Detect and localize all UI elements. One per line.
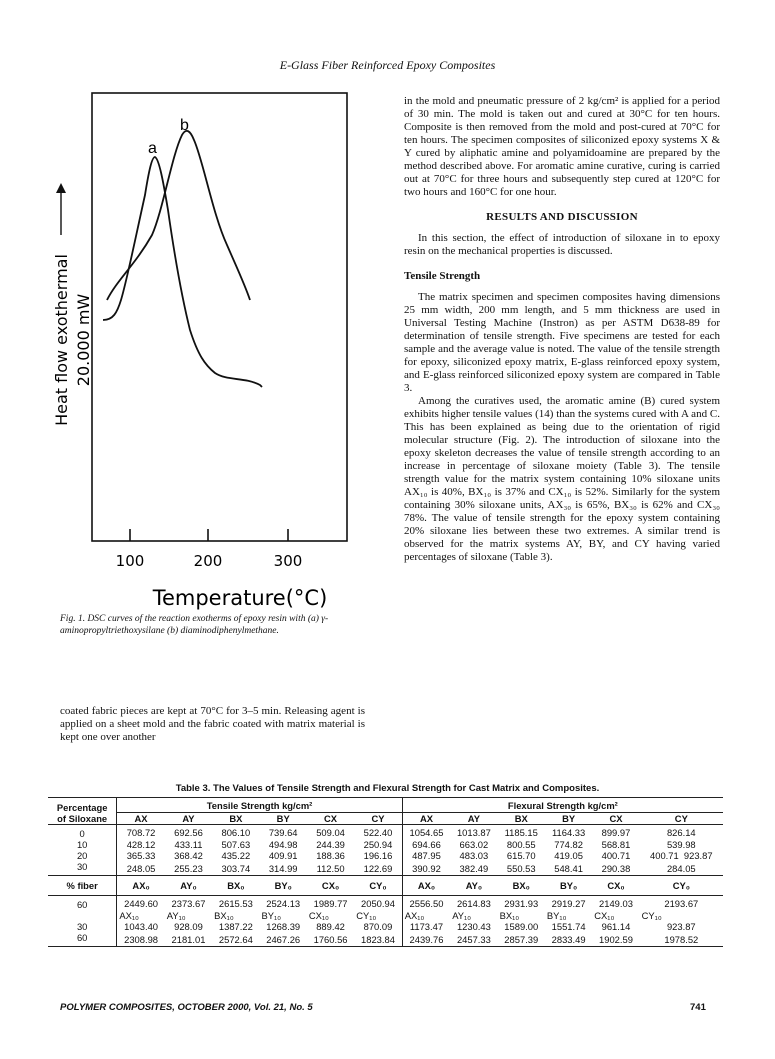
table-row: 10 428.12 433.11 507.63 494.98 244.39 250.94 694.66 663.02 800.55 774.82 568.81 539.98 — [76, 839, 696, 850]
running-header: E-Glass Fiber Reinforced Epoxy Composites — [279, 58, 496, 72]
col-header: AY — [450, 812, 497, 824]
col-header: BX — [212, 812, 259, 824]
table-row: 30 1043.40 928.09 1387.22 1268.39 889.42 870.09 1173.47 1230.43 1589.00 1551.74 961.14 923.87 — [76, 921, 696, 932]
sub-label-row: AX₁₀ AY₁₀ BX₁₀ BY₁₀ CX₁₀ CY₁₀ AX₁₀ AY₁₀ BX₁₀ BY₁₀ CX₁₀ CY₁₀ — [48, 910, 723, 921]
right-column — [404, 95, 720, 564]
table-row: 60 2449.60 2373.67 2615.53 2524.13 1989.77 2050.94 2556.50 2614.83 2931.93 2919.27 2149.03 2193.67 — [76, 897, 699, 910]
paragraph-tensile-results: Among the curatives used, the aromatic amine (B) cured system exhibits higher tensile values (14) than the systems cured with A and C. This has been explained as being due to the orientation of rigid molecular structure (Fig. 2). The introduction of siloxane into the epoxy skeleton decreases the value of tensile strength according to an increase in percentage of siloxane moiety (Table 3). The tensile strength value for the matrix system containing 10% siloxane units AX₁₀ is 40%, BX₁₀ is 37% and CX₁₀ is 52%. Similarly for the system containing 30% siloxane units, AX₃₀ is 65%, BX₃₀ is 62% and CX₃₀ 78%. The value of tensile strength for the epoxy system containing 20% siloxane lies between these two extremes. A similar trend is observed for the matrix systems AY, BY, and CY having varied percentages of siloxane (Table 3). — [404, 395, 720, 563]
col-header: BY — [260, 812, 307, 824]
col-header: CY — [640, 812, 723, 824]
paragraph-intro: In this section, the effect of introduction of siloxane in to epoxy resin on the mechanical properties is discussed. — [404, 232, 720, 257]
x-tick-label-300: 300 — [273, 552, 303, 570]
dsc-figure — [52, 85, 365, 615]
fiber-header-row: % fiber AX₀ AY₀ BX₀ BY₀ CX₀ CY₀ AX₀ AY₀ BX₀ BY₀ CX₀ CY₀ — [48, 876, 723, 896]
col-header: CX — [592, 812, 639, 824]
dsc-plot — [52, 85, 365, 615]
group-header-tensile: Tensile Strength kg/cm² — [117, 798, 402, 813]
curve-b-label: b — [180, 117, 189, 134]
left-column-bottom — [60, 705, 365, 744]
section-heading-results: RESULTS AND DISCUSSION — [486, 211, 638, 223]
table-title: Table 3. The Values of Tensile Strength and Flexural Strength for Cast Matrix and Composites. — [175, 783, 600, 794]
plot-frame — [92, 93, 347, 541]
col-header: AX — [117, 812, 165, 824]
y-axis-label-line2: 20.000 mW — [74, 293, 93, 387]
curve-a-label: a — [148, 140, 157, 157]
table-row: 20 365.33 368.42 435.22 409.91 188.36 196.16 487.95 483.03 615.70 419.05 400.71 400.71 923.87 — [76, 850, 713, 861]
table-row: 0 708.72 692.56 806.10 739.64 509.04 522.40 1054.65 1013.87 1185.15 1164.33 899.97 826.14 — [79, 826, 696, 839]
table-row: 60 2308.98 2181.01 2572.64 2467.26 1760.56 1823.84 2439.76 2457.33 2857.39 2833.49 1902.59 1978.52 — [48, 932, 723, 947]
paragraph-fabric: coated fabric pieces are kept at 70°C for 3–5 min. Releasing agent is applied on a sheet mold and the fabric coated with matrix material is kept one over another — [60, 705, 365, 743]
table-row: 30 248.05 255.23 303.74 314.99 112.50 122.69 390.92 382.49 550.53 548.41 290.38 284.05 — [48, 861, 723, 876]
x-tick-label-100: 100 — [115, 552, 145, 570]
y-axis-label-line1: Heat flow exothermal — [52, 254, 71, 426]
figure-caption: Fig. 1. DSC curves of the reaction exotherms of epoxy resin with (a) γ-aminopropyltriethoxysilane (b) diaminodiphenylmethane. — [60, 614, 329, 636]
col-header: CY — [354, 812, 402, 824]
col-header: AY — [165, 812, 212, 824]
paragraph-mold: in the mold and pneumatic pressure of 2 kg/cm² is applied for a period of 30 min. The mold is taken out and cured at 30°C for ten hours. Composite is then removed from the mold and post-cured at 70°C for ten hours. The specimen composites of siliconized epoxy systems X & Y cured by aliphatic amine and polyamidoamine are prepared by the method described above. For aromatic amine curative, curing is carried out at 70°C for three hours and subsequently step cured at 120°C for two hours and 160°C for one hour. — [404, 95, 720, 198]
table-3 — [48, 797, 723, 947]
x-axis-label: Temperature(°C) — [152, 586, 328, 610]
x-tick-label-200: 200 — [193, 552, 223, 570]
subsection-heading-tensile: Tensile Strength — [404, 270, 481, 282]
col-header: BY — [545, 812, 592, 824]
col-header: CX — [307, 812, 354, 824]
y-arrow-icon — [56, 183, 66, 193]
col-header: AX — [402, 812, 450, 824]
col-header: BX — [498, 812, 545, 824]
stub-header: Percentage of Siloxane — [48, 798, 117, 825]
group-header-flexural: Flexural Strength kg/cm² — [402, 798, 723, 813]
paragraph-tensile-method: The matrix specimen and specimen composites having dimensions 25 mm width, 200 mm length, and 5 mm thickness are used in Universal Testing Machine (Instron) as per ASTM D638-89 for determination of tensile strength. Five specimens are tested for each sample and the average value is noted. The value of the tensile strength for epoxy, siliconized epoxy matrix, E-glass reinforced epoxy system, and E-glass reinforced siliconized epoxy system are compared in Table 3. — [404, 291, 720, 394]
footer-page-number: 741 — [690, 1002, 706, 1013]
footer-journal: POLYMER COMPOSITES, OCTOBER 2000, Vol. 21, No. 5 — [60, 1002, 313, 1013]
